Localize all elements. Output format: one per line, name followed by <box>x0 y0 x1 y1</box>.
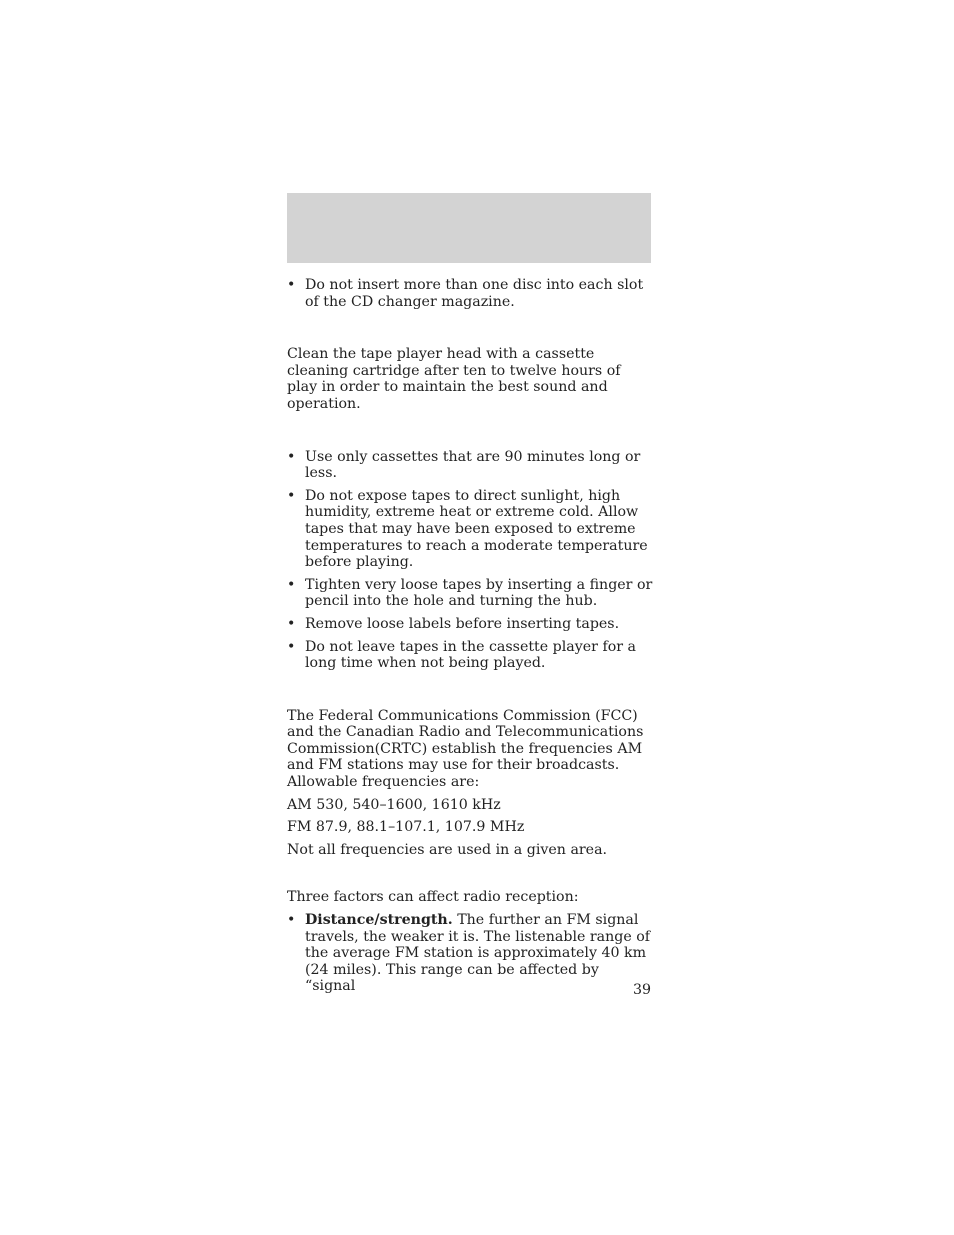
bullet-text: Remove loose labels before inserting tapes. <box>305 615 620 632</box>
bullet-marker: • <box>287 912 296 929</box>
fm-frequencies: FM 87.9, 88.1–107.1, 107.9 MHz <box>287 819 525 836</box>
cleaning-paragraph: Clean the tape player head with a cassette cleaning cartridge after ten to twelve hours of play in order to maintain the best sound and operation. <box>287 346 621 412</box>
list-item <box>287 449 653 482</box>
frequencies-intro: The Federal Communications Commission (FCC) and the Canadian Radio and Telecommunications Commission(CRTC) establish the frequencies AM and FM stations may use for their broadcasts. Allowable frequencies are: <box>287 707 644 791</box>
list-item <box>287 639 653 672</box>
reception-intro: Three factors can affect radio reception: <box>287 889 579 906</box>
bullet-term: Distance/strength. <box>305 912 453 929</box>
cd-bullet-list <box>287 277 653 310</box>
bullet-text: Do not insert more than one disc into each slot of the CD changer magazine. <box>305 277 644 310</box>
page-number: 39 <box>632 982 651 998</box>
tape-care-list <box>287 449 653 672</box>
bullet-text: Do not expose tapes to direct sunlight, high humidity, extreme heat or extreme cold. Allow tapes that may have been exposed to extreme temperatures to reach a moderate temperature before playing. <box>305 487 648 571</box>
am-frequencies: AM 530, 540–1600, 1610 kHz <box>287 796 501 813</box>
bullet-marker: • <box>287 277 296 293</box>
header-band <box>287 193 651 263</box>
bullet-text: Do not leave tapes in the cassette player for a long time when not being played. <box>305 638 636 672</box>
frequencies-note: Not all frequencies are used in a given area. <box>287 841 608 858</box>
bullet-text: Tighten very loose tapes by inserting a finger or pencil into the hole and turning the hub. <box>305 576 653 610</box>
bullet-marker: • <box>287 448 296 465</box>
list-item <box>287 488 653 571</box>
list-item <box>287 616 653 633</box>
bullet-marker: • <box>287 487 296 504</box>
bullet-marker: • <box>287 615 296 632</box>
bullet-text: Use only cassettes that are 90 minutes long or less. <box>305 448 641 482</box>
list-item <box>287 277 653 310</box>
list-item <box>287 577 653 610</box>
bullet-marker: • <box>287 576 296 593</box>
bullet-marker: • <box>287 638 296 655</box>
bullet-text: The further an FM signal travels, the weaker it is. The listenable range of the average FM station is approximately 40 km (24 miles). This range can be affected by “signal <box>305 912 651 995</box>
page-content <box>287 277 653 995</box>
